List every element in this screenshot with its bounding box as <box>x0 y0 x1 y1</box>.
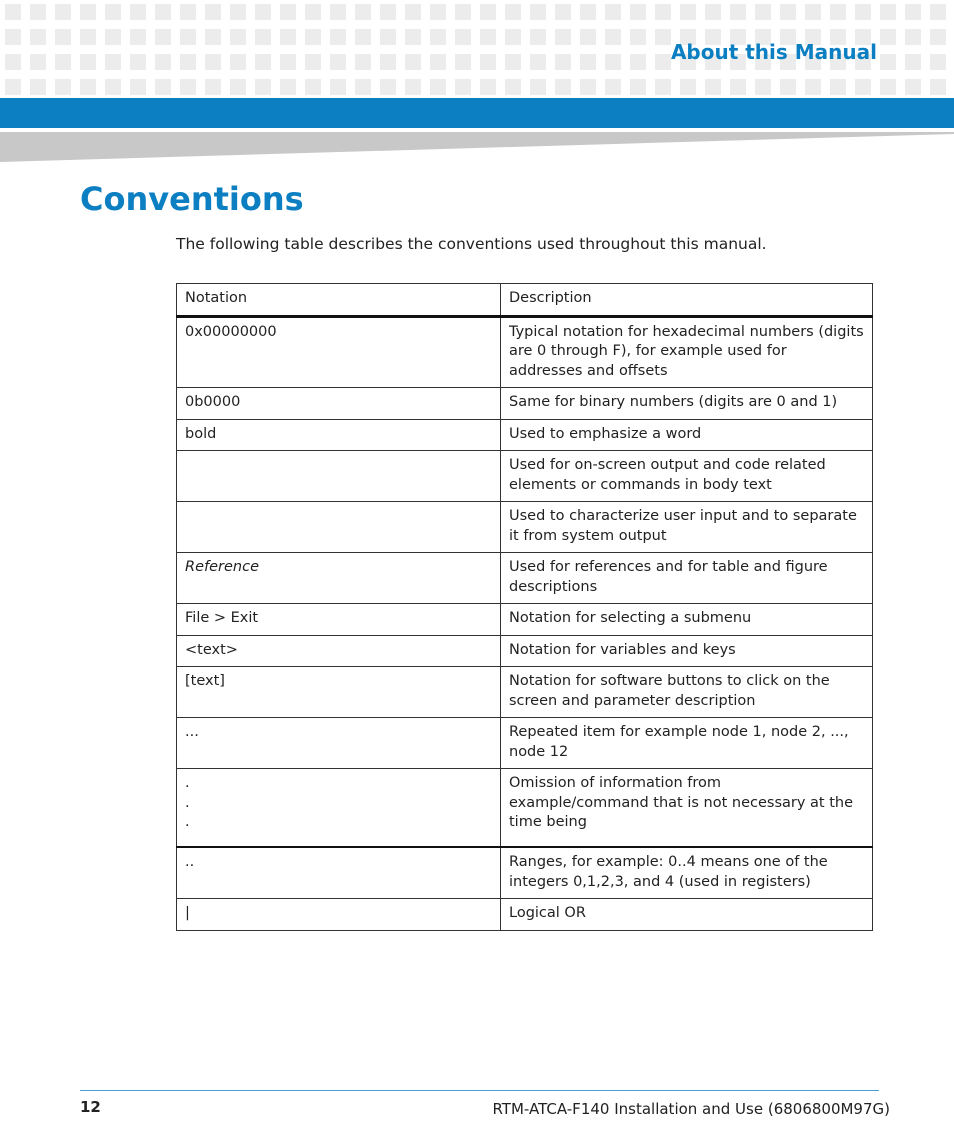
header-notation: Notation <box>177 284 501 317</box>
pattern-square <box>505 79 521 95</box>
description-cell: Omission of information from example/command that is not necessary at the time being <box>501 769 873 848</box>
pattern-square <box>280 4 296 20</box>
description-cell: Logical OR <box>501 899 873 931</box>
pattern-square <box>130 4 146 20</box>
pattern-square <box>430 79 446 95</box>
pattern-square <box>230 29 246 45</box>
pattern-square <box>580 79 596 95</box>
pattern-square <box>680 4 696 20</box>
pattern-square <box>755 4 771 20</box>
pattern-square <box>305 4 321 20</box>
pattern-square <box>155 29 171 45</box>
table-row <box>177 553 873 604</box>
pattern-square <box>905 29 921 45</box>
conventions-table <box>176 283 873 931</box>
pattern-square <box>480 79 496 95</box>
pattern-square <box>655 29 671 45</box>
pattern-square <box>30 79 46 95</box>
notation-cell: <text> <box>177 635 501 667</box>
pattern-square <box>580 4 596 20</box>
pattern-square <box>205 29 221 45</box>
pattern-square <box>880 79 896 95</box>
table-row <box>177 667 873 718</box>
pattern-square <box>280 79 296 95</box>
pattern-square <box>380 4 396 20</box>
pattern-square <box>130 54 146 70</box>
pattern-square <box>330 54 346 70</box>
pattern-square <box>380 79 396 95</box>
pattern-square <box>80 54 96 70</box>
description-cell: Repeated item for example node 1, node 2, ..., node 12 <box>501 718 873 769</box>
pattern-square <box>905 4 921 20</box>
pattern-square <box>780 79 796 95</box>
pattern-square <box>205 79 221 95</box>
pattern-square <box>430 29 446 45</box>
pattern-square <box>655 4 671 20</box>
pattern-square <box>830 79 846 95</box>
pattern-square <box>805 79 821 95</box>
header-description: Description <box>501 284 873 317</box>
pattern-square <box>130 29 146 45</box>
pattern-square <box>255 79 271 95</box>
pattern-square <box>455 29 471 45</box>
description-cell: Notation for variables and keys <box>501 635 873 667</box>
pattern-square <box>180 4 196 20</box>
pattern-square <box>405 4 421 20</box>
pattern-square <box>855 79 871 95</box>
pattern-square <box>705 79 721 95</box>
pattern-square <box>30 54 46 70</box>
pattern-square <box>180 54 196 70</box>
description-cell: Used for references and for table and figure descriptions <box>501 553 873 604</box>
pattern-square <box>80 79 96 95</box>
table-row <box>177 388 873 420</box>
pattern-square <box>855 4 871 20</box>
pattern-square <box>680 79 696 95</box>
pattern-square <box>905 54 921 70</box>
table-row <box>177 899 873 931</box>
pattern-square <box>105 79 121 95</box>
description-cell: Used for on-screen output and code related elements or commands in body text <box>501 451 873 502</box>
table-row <box>177 847 873 899</box>
intro-paragraph: The following table describes the conventions used throughout this manual. <box>176 235 767 253</box>
pattern-square <box>605 4 621 20</box>
pattern-square <box>430 54 446 70</box>
pattern-square <box>405 54 421 70</box>
table-row <box>177 604 873 636</box>
pattern-square <box>30 29 46 45</box>
description-cell: Ranges, for example: 0..4 means one of the integers 0,1,2,3, and 4 (used in registers) <box>501 847 873 899</box>
notation-cell: | <box>177 899 501 931</box>
pattern-square <box>930 79 946 95</box>
pattern-square <box>880 29 896 45</box>
pattern-square <box>130 79 146 95</box>
pattern-square <box>530 29 546 45</box>
pattern-square <box>355 4 371 20</box>
header-blue-bar <box>0 98 954 128</box>
page-title: Conventions <box>80 180 304 218</box>
pattern-square <box>805 4 821 20</box>
pattern-square <box>480 29 496 45</box>
notation-cell: ... <box>177 718 501 769</box>
notation-cell: . . . <box>177 769 501 848</box>
pattern-square <box>730 79 746 95</box>
pattern-square <box>655 54 671 70</box>
pattern-square <box>880 4 896 20</box>
pattern-square <box>280 29 296 45</box>
description-cell: Same for binary numbers (digits are 0 and 1) <box>501 388 873 420</box>
pattern-square <box>105 54 121 70</box>
pattern-square <box>605 79 621 95</box>
pattern-square <box>905 79 921 95</box>
pattern-square <box>55 79 71 95</box>
pattern-square <box>355 79 371 95</box>
pattern-square <box>705 4 721 20</box>
pattern-square <box>755 79 771 95</box>
pattern-square <box>730 4 746 20</box>
description-cell: Used to characterize user input and to separate it from system output <box>501 502 873 553</box>
header-section-title: About this Manual <box>670 40 877 64</box>
description-cell: Notation for selecting a submenu <box>501 604 873 636</box>
pattern-square <box>355 29 371 45</box>
table-row <box>177 502 873 553</box>
pattern-square <box>605 54 621 70</box>
page-number: 12 <box>80 1098 101 1116</box>
pattern-square <box>55 4 71 20</box>
pattern-square <box>230 4 246 20</box>
pattern-square <box>930 54 946 70</box>
pattern-square <box>430 4 446 20</box>
pattern-square <box>330 4 346 20</box>
pattern-square <box>105 29 121 45</box>
pattern-square <box>330 79 346 95</box>
pattern-square <box>455 79 471 95</box>
pattern-square <box>155 4 171 20</box>
description-cell: Typical notation for hexadecimal numbers (digits are 0 through F), for example used for addresses and offsets <box>501 316 873 388</box>
pattern-square <box>405 79 421 95</box>
pattern-square <box>930 4 946 20</box>
pattern-square <box>830 4 846 20</box>
pattern-square <box>405 29 421 45</box>
pattern-square <box>5 4 21 20</box>
pattern-square <box>330 29 346 45</box>
pattern-square <box>80 29 96 45</box>
pattern-square <box>605 29 621 45</box>
table-row <box>177 316 873 388</box>
pattern-square <box>355 54 371 70</box>
pattern-square <box>655 79 671 95</box>
pattern-square <box>305 29 321 45</box>
notation-cell: File > Exit <box>177 604 501 636</box>
description-cell: Notation for software buttons to click on the screen and parameter description <box>501 667 873 718</box>
pattern-square <box>380 29 396 45</box>
pattern-square <box>305 79 321 95</box>
pattern-square <box>480 4 496 20</box>
notation-cell <box>177 502 501 553</box>
pattern-square <box>630 54 646 70</box>
pattern-square <box>505 4 521 20</box>
pattern-square <box>255 4 271 20</box>
pattern-square <box>305 54 321 70</box>
pattern-square <box>555 29 571 45</box>
pattern-square <box>530 54 546 70</box>
notation-cell: .. <box>177 847 501 899</box>
pattern-square <box>455 4 471 20</box>
pattern-square <box>230 54 246 70</box>
pattern-square <box>480 54 496 70</box>
footer-document-title: RTM-ATCA-F140 Installation and Use (6806800M97G) <box>492 1100 890 1118</box>
pattern-square <box>80 4 96 20</box>
pattern-square <box>205 54 221 70</box>
notation-cell: Reference <box>177 553 501 604</box>
pattern-square <box>505 29 521 45</box>
pattern-square <box>105 4 121 20</box>
description-cell: Used to emphasize a word <box>501 419 873 451</box>
table-row <box>177 769 873 848</box>
table-row <box>177 635 873 667</box>
pattern-square <box>255 29 271 45</box>
pattern-square <box>630 29 646 45</box>
pattern-square <box>455 54 471 70</box>
table-header-row <box>177 284 873 317</box>
pattern-square <box>580 54 596 70</box>
pattern-square <box>155 79 171 95</box>
notation-cell: 0x00000000 <box>177 316 501 388</box>
pattern-square <box>30 4 46 20</box>
pattern-square <box>555 54 571 70</box>
pattern-square <box>205 4 221 20</box>
pattern-square <box>5 29 21 45</box>
pattern-square <box>505 54 521 70</box>
pattern-square <box>5 79 21 95</box>
pattern-square <box>180 79 196 95</box>
pattern-square <box>55 54 71 70</box>
pattern-square <box>630 79 646 95</box>
notation-cell <box>177 451 501 502</box>
pattern-square <box>530 79 546 95</box>
pattern-square <box>555 79 571 95</box>
pattern-square <box>555 4 571 20</box>
table-row <box>177 419 873 451</box>
pattern-square <box>930 29 946 45</box>
pattern-square <box>780 4 796 20</box>
pattern-square <box>530 4 546 20</box>
pattern-square <box>180 29 196 45</box>
pattern-square <box>255 54 271 70</box>
notation-cell: [text] <box>177 667 501 718</box>
pattern-square <box>380 54 396 70</box>
pattern-square <box>580 29 596 45</box>
table-row <box>177 451 873 502</box>
pattern-square <box>280 54 296 70</box>
header-grey-swoosh <box>0 132 954 164</box>
footer-divider <box>80 1090 879 1091</box>
notation-cell: bold <box>177 419 501 451</box>
pattern-square <box>5 54 21 70</box>
pattern-square <box>630 4 646 20</box>
pattern-square <box>55 29 71 45</box>
pattern-square <box>230 79 246 95</box>
table-row <box>177 718 873 769</box>
pattern-square <box>880 54 896 70</box>
pattern-square <box>155 54 171 70</box>
notation-cell: 0b0000 <box>177 388 501 420</box>
